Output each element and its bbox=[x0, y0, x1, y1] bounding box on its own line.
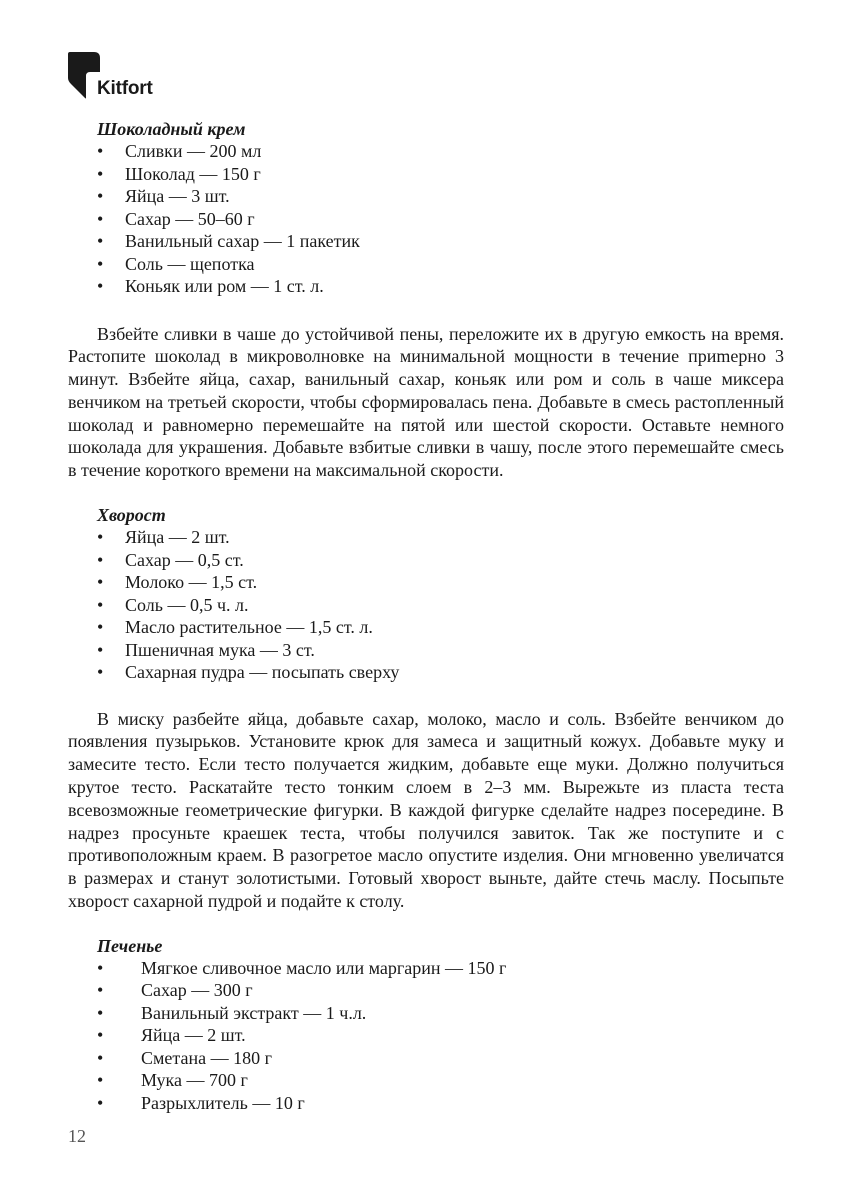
instructions-paragraph: В миску разбейте яйца, добавьте сахар, молоко, масло и соль. Взбейте венчиком до появления пузырьков. Установите крюк для замеса и защитный кожух. Добавьте муку и замесите тесто. Если тесто получается жидким, добавьте еще муки. Должно получиться крутое тесто. Раскатайте тесто тонким слоем в 2–3 мм. Вырежьте из пласта теста всевозможные геометрические фигурки. В каждой фигурке сделайте надрез посередине. В надрез просуньте краешек теста, чтобы получился завиток. Так же поступите и с противоположным краем. В разогретое масло опустите изделия. Они мгновенно увеличатся в размерах и станут золотистыми. Готовый хворост выньте, дайте стечь маслу. Посыпьте хворост сахарной пудрой и подайте к столу. bbox=[68, 708, 784, 911]
ingredient-item: • Соль — щепотка bbox=[97, 253, 255, 274]
ingredients-list bbox=[68, 140, 784, 298]
bullet-icon: • bbox=[97, 662, 104, 683]
page-number: 12 bbox=[68, 1126, 86, 1146]
kitfort-logo bbox=[68, 52, 168, 102]
bullet-icon: • bbox=[97, 186, 104, 206]
ingredient-item: • Шоколад — 150 г bbox=[97, 163, 261, 184]
bullet-icon: • bbox=[97, 1070, 104, 1091]
ingredient-item: • Яйца — 2 шт. bbox=[97, 527, 230, 548]
bullet-icon: • bbox=[97, 957, 104, 978]
bullet-icon: • bbox=[97, 276, 104, 296]
ingredient-item: • Ванильный экстракт — 1 ч.л. bbox=[97, 1002, 367, 1023]
page-content bbox=[68, 118, 784, 1114]
bullet-icon: • bbox=[97, 639, 104, 660]
bullet-icon: • bbox=[97, 208, 104, 229]
bullet-icon: • bbox=[97, 141, 104, 161]
ingredient-item: • Сахарная пудра — посыпать сверху bbox=[97, 662, 400, 683]
ingredient-item: • Сахар — 0,5 ст. bbox=[97, 549, 244, 570]
ingredient-item: • Молоко — 1,5 ст. bbox=[97, 572, 258, 593]
bullet-icon: • bbox=[97, 231, 104, 251]
bullet-icon: • bbox=[97, 1025, 104, 1046]
bullet-icon: • bbox=[97, 527, 104, 548]
section-title: Печенье bbox=[97, 935, 163, 956]
brand-name: Kitfort bbox=[97, 78, 153, 99]
bullet-icon: • bbox=[97, 253, 104, 274]
ingredient-item: • Яйца — 2 шт. bbox=[97, 1025, 246, 1046]
ingredient-item: • Яйца — 3 шт. bbox=[97, 186, 230, 206]
instructions-paragraph: Взбейте сливки в чаше до устойчивой пены, переложите их в другую емкость на время. Растопите шоколад в микроволновке на минимальной мощности в течение приmерно 3 минут. Взбейте яйца, сахар, ванильный сахар, коньяк или ром и соль в чаше миксера венчиком на третьей скорости, чтобы сформировалась пена. Добавьте в смесь растопленный шоколад и равномерно перемешайте на пятой или шестой скорости. Оставьте немного шоколада для украшения. Добавьте взбитые сливки в чашу, после этого перемешайте смесь в течение короткого времени на максимальной скорости. bbox=[68, 323, 784, 481]
ingredients-list bbox=[68, 526, 784, 684]
bullet-icon: • bbox=[97, 1092, 104, 1113]
bullet-icon: • bbox=[97, 1047, 104, 1068]
ingredient-item: • Масло растительное — 1,5 ст. л. bbox=[97, 617, 373, 638]
ingredient-item: • Мягкое сливочное масло или маргарин — 150 г bbox=[97, 957, 507, 978]
ingredient-item: • Сахар — 50–60 г bbox=[97, 208, 255, 229]
ingredients-list bbox=[68, 957, 784, 1115]
ingredient-item: • Сливки — 200 мл bbox=[97, 141, 262, 161]
ingredient-item: • Соль — 0,5 ч. л. bbox=[97, 594, 249, 615]
ingredient-item: • Ванильный сахар — 1 пакетик bbox=[97, 231, 360, 251]
ingredient-item: • Сметана — 180 г bbox=[97, 1047, 272, 1068]
bullet-icon: • bbox=[97, 163, 104, 184]
bullet-icon: • bbox=[97, 980, 104, 1001]
ingredient-item: • Мука — 700 г bbox=[97, 1070, 248, 1091]
ingredient-item: • Коньяк или ром — 1 ст. л. bbox=[97, 276, 324, 296]
bullet-icon: • bbox=[97, 1002, 104, 1023]
ingredient-item: • Сахар — 300 г bbox=[97, 980, 253, 1001]
bullet-icon: • bbox=[97, 617, 104, 638]
bullet-icon: • bbox=[97, 549, 104, 570]
bullet-icon: • bbox=[97, 572, 104, 593]
section-title: Шоколадный крем bbox=[97, 119, 246, 139]
bullet-icon: • bbox=[97, 594, 104, 615]
ingredient-item: • Пшеничная мука — 3 ст. bbox=[97, 639, 315, 660]
section-title: Хворост bbox=[97, 505, 166, 526]
ingredient-item: • Разрыхлитель — 10 г bbox=[97, 1092, 305, 1113]
